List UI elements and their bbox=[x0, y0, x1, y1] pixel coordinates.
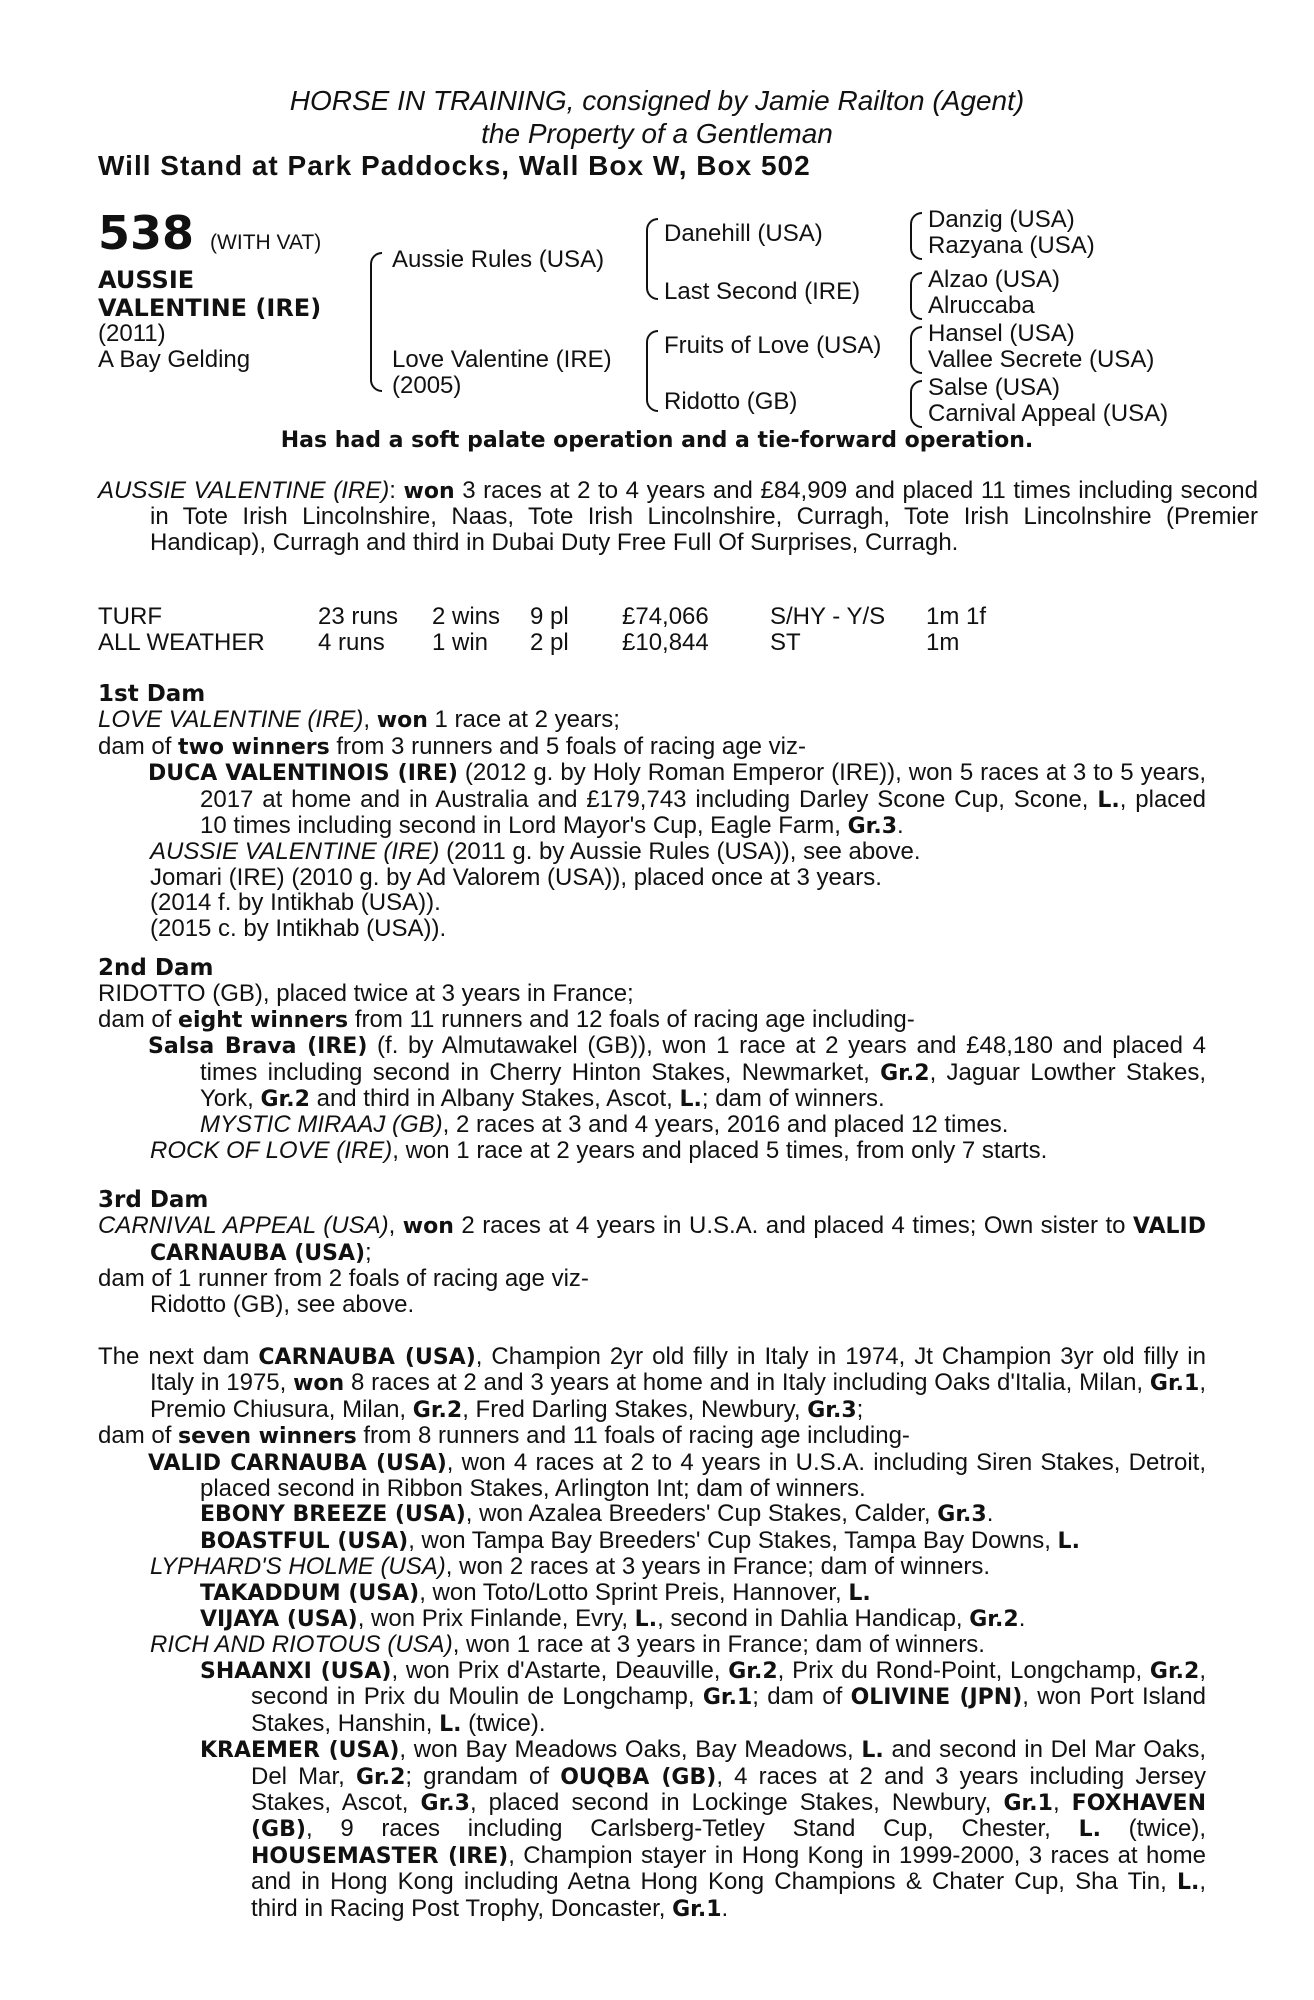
brace-danehill bbox=[910, 212, 922, 260]
pedigree-dam-year: (2005) bbox=[392, 372, 462, 399]
header-subtitle: the Property of a Gentleman bbox=[481, 118, 833, 149]
race-record-table: TURF 23 runs 2 wins 9 pl £74,066 S/HY - Y/S 1m 1f ALL WEATHER 4 runs 1 win 2 pl £10,844 ST 1m bbox=[98, 603, 987, 656]
pedigree-sire-dam: Last Second (IRE) bbox=[664, 278, 861, 305]
pedigree-ddd: Carnival Appeal (USA) bbox=[928, 400, 1169, 427]
horse-name-line1: AUSSIE bbox=[98, 266, 195, 294]
race-summary: AUSSIE VALENTINE (IRE): won 3 races at 2 to 4 years and £84,909 and placed 11 times including second in Tote Irish Lincolnshire, Naas, Tote Irish Lincolnshire, Curragh, Tote Irish Lincolnshire (Premier Handicap), Curragh and third in Dubai Duty Free Full Of Surprises, Curragh. bbox=[98, 477, 1258, 556]
progeny-salsa-brava: Salsa Brava (IRE) (f. by Almutawakel (GB)), won 1 race at 2 years and £48,180 and placed 4 times including second in Cherry Hinton Stakes, Newmarket, Gr.2, Jaguar Lowther Stakes, York, Gr.2 and third in Albany Stakes, Ascot, L.; dam of winners. bbox=[148, 1032, 1206, 1113]
vat-label: (WITH VAT) bbox=[210, 231, 322, 254]
brace-fruits-of-love bbox=[910, 326, 922, 374]
pedigree-sdd: Alruccaba bbox=[928, 292, 1035, 319]
header-location: Will Stand at Park Paddocks, Wall Box W, Box 502 bbox=[98, 150, 811, 181]
second-dam-section: 2nd Dam RIDOTTO (GB), placed twice at 3 years in France; dam of eight winners from 11 runners and 12 foals of racing age including- Salsa Brava (IRE) (f. by Almutawakel (GB)), won 1 race at 2 years and £48,180 and placed 4 times including second in Cherry Hinton Stakes, Newmarket, Gr.2, Jaguar Lowther Stakes, York, Gr.2 and third in Albany Stakes, Ascot, L.; dam of winners. MYSTIC MIRAAJ (GB), 2 races at 3 and 4 years, 2016 and placed 12 times. ROCK OF LOVE (IRE), won 1 race at 2 years and placed 5 times, from only 7 starts. bbox=[98, 955, 1206, 1164]
third-dam-heading: 3rd Dam bbox=[98, 1187, 209, 1213]
pedigree-dam-dam: Ridotto (GB) bbox=[664, 388, 798, 415]
brace-ridotto bbox=[910, 380, 922, 428]
operation-note: Has had a soft palate operation and a tie-forward operation. bbox=[280, 428, 1034, 453]
pedigree-dam: Love Valentine (IRE) bbox=[392, 346, 612, 373]
pedigree-sire-sire: Danehill (USA) bbox=[664, 220, 823, 247]
progeny-kraemer: KRAEMER (USA), won Bay Meadows Oaks, Bay Meadows, L. and second in Del Mar Oaks, Del Mar, Gr.2; grandam of OUQBA (GB), 4 races at 2 and 3 years including Jersey Stakes, Ascot, Gr.3, placed second in Lockinge Stakes, Newbury, Gr.1, FOXHAVEN (GB), 9 races including Carlsberg-Tetley Stand Cup, Chester, L. (twice), HOUSEMASTER (IRE), Champion stayer in Hong Kong in 1999-2000, 3 races at home and in Hong Kong including Aetna Hong Kong Champions & Chater Cup, Sha Tin, L., third in Racing Post Trophy, Doncaster, Gr.1. bbox=[200, 1736, 1207, 1922]
lot-number-block bbox=[98, 206, 321, 270]
progeny-duca-valentinois: DUCA VALENTINOIS (IRE) (2012 g. by Holy Roman Emperor (IRE)), won 5 races at 3 to 5 years, 2017 at home and in Australia and £179,743 including Darley Scone Cup, Scone, L., placed 10 times including second in Lord Mayor's Cup, Eagle Farm, Gr.3. bbox=[148, 759, 1207, 840]
pedigree-dds: Salse (USA) bbox=[928, 374, 1061, 401]
next-dam-section: The next dam CARNAUBA (USA), Champion 2yr old filly in Italy in 1974, Jt Champion 3yr old filly in Italy in 1975, won 8 races at 2 and 3 years at home and in Italy including Oaks d'Italia, Milan, Gr.1, Premio Chiusura, Milan, Gr.2, Fred Darling Stakes, Newbury, Gr.3; dam of seven winners from 8 runners and 11 foals of racing age including- VALID CARNAUBA (USA), won 4 races at 2 to 4 years in U.S.A. including Siren Stakes, Detroit, placed second in Ribbon Stakes, Arlington Int; dam of winners. EBONY BREEZE (USA), won Azalea Breeders' Cup Stakes, Calder, Gr.3. BOASTFUL (USA), won Tampa Bay Breeders' Cup Stakes, Tampa Bay Downs, L. LYPHARD'S HOLME (USA), won 2 races at 3 years in France; dam of winners. TAKADDUM (USA), won Toto/Lotto Sprint Preis, Hannover, L. VIJAYA (USA), won Prix Finlande, Evry, L., second in Dahlia Handicap, Gr.2. RICH AND RIOTOUS (USA), won 1 race at 3 years in France; dam of winners. SHAANXI (USA), won Prix d'Astarte, Deauville, Gr.2, Prix du Rond-Point, Longchamp, Gr.2, second in Prix du Moulin de Longchamp, Gr.1; dam of OLIVINE (JPN), won Port Island Stakes, Hanshin, L. (twice). KRAEMER (USA), won Bay Meadows Oaks, Bay Meadows, L. and second in Del Mar Oaks, Del Mar, Gr.2; grandam of OUQBA (GB), 4 races at 2 and 3 years including Jersey Stakes, Ascot, Gr.3, placed second in Lockinge Stakes, Newbury, Gr.1, FOXHAVEN (GB), 9 races including Carlsberg-Tetley Stand Cup, Chester, L. (twice), HOUSEMASTER (IRE), Champion stayer in Hong Kong in 1999-2000, 3 races at home and in Hong Kong including Aetna Hong Kong Champions & Chater Cup, Sha Tin, L., third in Racing Post Trophy, Doncaster, Gr.1. bbox=[98, 1343, 1207, 1922]
horse-name-line2: VALENTINE (IRE) bbox=[98, 294, 322, 322]
pedigree-sds: Alzao (USA) bbox=[928, 266, 1061, 293]
brace-sire-parents bbox=[646, 218, 658, 300]
second-dam-heading: 2nd Dam bbox=[98, 955, 214, 981]
summary-horse-name: AUSSIE VALENTINE (IRE) bbox=[98, 477, 390, 504]
pedigree-dsd: Vallee Secrete (USA) bbox=[928, 346, 1155, 373]
pedigree-sire: Aussie Rules (USA) bbox=[392, 246, 605, 273]
lot-number: 538 bbox=[98, 206, 195, 260]
progeny-shaanxi: SHAANXI (USA), won Prix d'Astarte, Deauville, Gr.2, Prix du Rond-Point, Longchamp, Gr.2, second in Prix du Moulin de Longchamp, Gr.1; dam of OLIVINE (JPN), won Port Island Stakes, Hanshin, L. (twice). bbox=[200, 1656, 1207, 1737]
third-dam-section: 3rd Dam CARNIVAL APPEAL (USA), won 2 races at 4 years in U.S.A. and placed 4 times; Own sister to VALID CARNAUBA (USA); dam of 1 runner from 2 foals of racing age viz- Ridotto (GB), see above. bbox=[98, 1187, 1206, 1318]
brace-last-second bbox=[910, 272, 922, 320]
horse-name bbox=[98, 266, 358, 322]
foaling-year: (2011) bbox=[98, 320, 166, 347]
progeny-valid-carnauba: VALID CARNAUBA (USA), won 4 races at 2 to 4 years in U.S.A. including Siren Stakes, Detroit, placed second in Ribbon Stakes, Arlington Int; dam of winners. bbox=[148, 1448, 1206, 1503]
pedigree-sss: Danzig (USA) bbox=[928, 206, 1075, 233]
first-dam-section: 1st Dam LOVE VALENTINE (IRE), won 1 race at 2 years; dam of two winners from 3 runners and 5 foals of racing age viz- DUCA VALENTINOIS (IRE) (2012 g. by Holy Roman Emperor (IRE)), won 5 races at 3 to 5 years, 2017 at home and in Australia and £179,743 including Darley Scone Cup, Scone, L., placed 10 times including second in Lord Mayor's Cup, Eagle Farm, Gr.3. AUSSIE VALENTINE (IRE) (2011 g. by Aussie Rules (USA)), see above. Jomari (IRE) (2010 g. by Ad Valorem (USA)), placed once at 3 years. (2014 f. by Intikhab (USA)). (2015 c. by Intikhab (USA)). bbox=[98, 681, 1207, 942]
pedigree-dam-sire: Fruits of Love (USA) bbox=[664, 332, 882, 359]
first-dam-heading: 1st Dam bbox=[98, 681, 206, 707]
brace-dam-parents bbox=[646, 330, 658, 412]
header-title: HORSE IN TRAINING, consigned by Jamie Railton (Agent) bbox=[289, 85, 1025, 116]
pedigree-dss: Hansel (USA) bbox=[928, 320, 1075, 347]
pedigree-ssd: Razyana (USA) bbox=[928, 232, 1095, 259]
brace-sire-dam bbox=[370, 252, 382, 392]
horse-description: A Bay Gelding bbox=[98, 346, 251, 373]
